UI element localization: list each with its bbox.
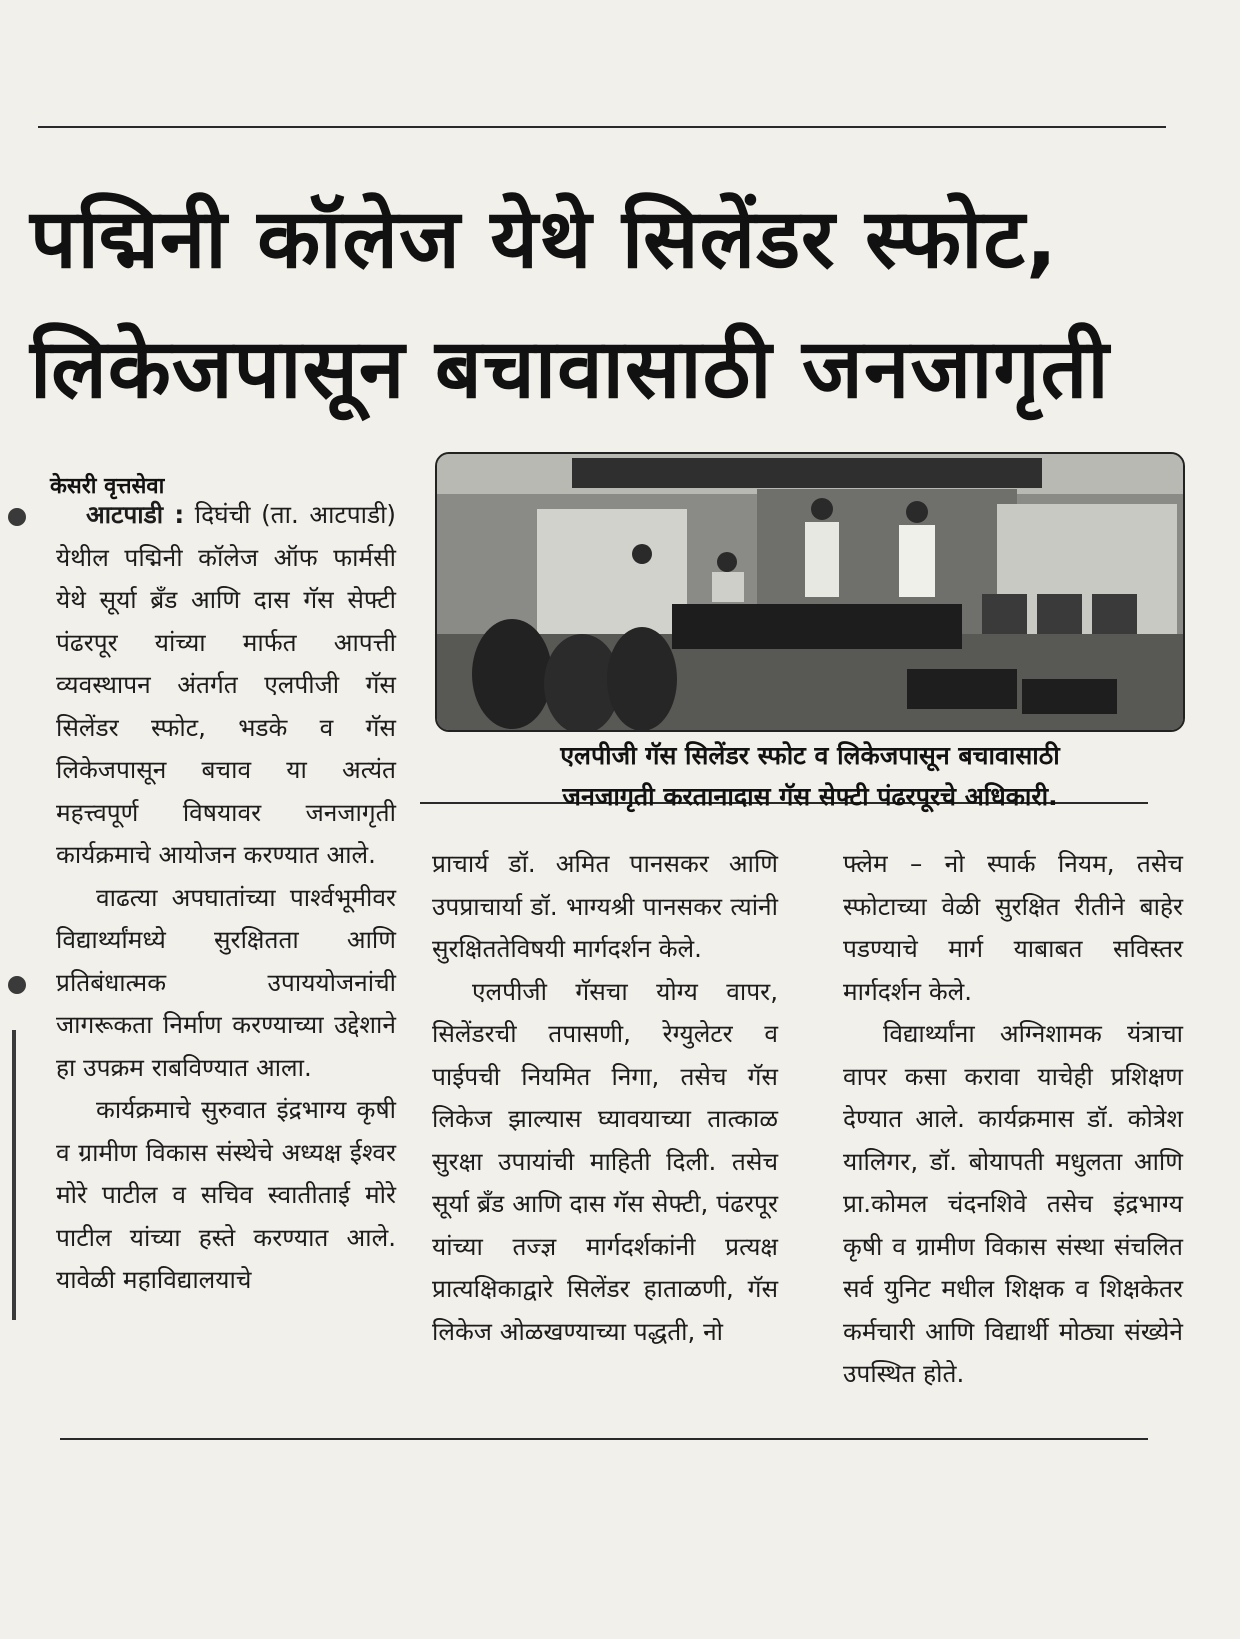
- article-column-2: [432, 843, 778, 1353]
- top-rule: [38, 126, 1166, 128]
- paragraph: विद्यार्थ्यांना अग्निशामक यंत्राचा वापर कसा करावा याचेही प्रशिक्षण देण्यात आले. कार्यक्रमास डॉ. कोत्रेश यालिगर, डॉ. बोयापती मधुलता आणि प्रा.कोमल चंदनशिवे तसेच इंद्रभाग्य कृषी व ग्रामीण विकास संस्था संचलित सर्व युनिट मधील शिक्षक व शिक्षकेतर कर्मचारी आणि विद्यार्थी मोठ्या संख्येने उपस्थित होते.: [843, 1019, 1183, 1388]
- paragraph: [56, 494, 396, 877]
- event-photo-image: [437, 454, 1183, 730]
- article-column-3: [843, 843, 1183, 1396]
- paragraph: फ्लेम – नो स्पार्क नियम, तसेच स्फोटाच्या वेळी सुरक्षित रीतीने बाहेर पडण्याचे मार्ग याबाबत सविस्तर मार्गदर्शन केले.: [843, 849, 1183, 1006]
- margin-line: [12, 1030, 16, 1320]
- byline: केसरी वृत्तसेवा: [50, 474, 165, 499]
- bottom-rule: [60, 1438, 1148, 1440]
- headline-line-2: लिकेजपासून बचावासाठी जनजागृती: [30, 322, 1110, 417]
- binder-hole-mark: [8, 508, 26, 526]
- dateline: आटपाडी :: [86, 500, 185, 529]
- paragraph-text: दिघंची (ता. आटपाडी) येथील पद्मिनी कॉलेज ऑफ फार्मसी येथे सूर्या ब्रँड आणि दास गॅस सेफ्टी पंढरपूर यांच्या मार्फत आपत्ती व्यवस्थापन अंतर्गत एलपीजी गॅस सिलेंडर स्फोट, भडके व गॅस लिकेजपासून बचाव या अत्यंत महत्त्वपूर्ण विषयावर जनजागृती कार्यक्रमाचे आयोजन करण्यात आले.: [56, 500, 396, 869]
- headline-line-1: पद्मिनी कॉलेज येथे सिलेंडर स्फोट,: [30, 192, 1058, 287]
- photo-caption-line-1: एलपीजी गॅस सिलेंडर स्फोट व लिकेजपासून बचावासाठी: [560, 741, 1060, 770]
- paragraph: प्राचार्य डॉ. अमित पानसकर आणि उपप्राचार्या डॉ. भाग्यश्री पानसकर त्यांनी सुरक्षिततेविषयी मार्गदर्शन केले.: [432, 849, 778, 963]
- binder-hole-mark: [8, 976, 26, 994]
- photo-caption: [440, 735, 1180, 817]
- article-column-1: [56, 494, 396, 1302]
- photo-caption-line-2: जनजागृती करतानादास गॅस सेफ्टी पंढरपूरचे अधिकारी.: [562, 782, 1058, 811]
- paragraph: एलपीजी गॅसचा योग्य वापर, सिलेंडरची तपासणी, रेग्युलेटर व पाईपची नियमित निगा, तसेच गॅस लिकेज झाल्यास घ्यावयाच्या तात्काळ सुरक्षा उपायांची माहिती दिली. तसेच सूर्या ब्रँड आणि दास गॅस सेफ्टी, पंढरपूर यांच्या तज्ज्ञ मार्गदर्शकांनी प्रत्यक्ष प्रात्यक्षिकाद्वारे सिलेंडर हाताळणी, गॅस लिकेज ओळखण्याच्या पद्धती, नो: [432, 976, 778, 1346]
- event-photo: [435, 452, 1185, 732]
- paragraph: वाढत्या अपघातांच्या पार्श्वभूमीवर विद्यार्थ्यांमध्ये सुरक्षितता आणि प्रतिबंधात्मक उपाययोजनांची जागरूकता निर्माण करण्याच्या उद्देशाने हा उपक्रम राबविण्यात आला.: [56, 882, 396, 1082]
- paragraph: कार्यक्रमाचे सुरुवात इंद्रभाग्य कृषी व ग्रामीण विकास संस्थेचे अध्यक्ष ईश्वर मोरे पाटील व सचिव स्वातीताई मोरे पाटील यांच्या हस्ते करण्यात आले. यावेळी महाविद्यालयाचे: [56, 1095, 396, 1294]
